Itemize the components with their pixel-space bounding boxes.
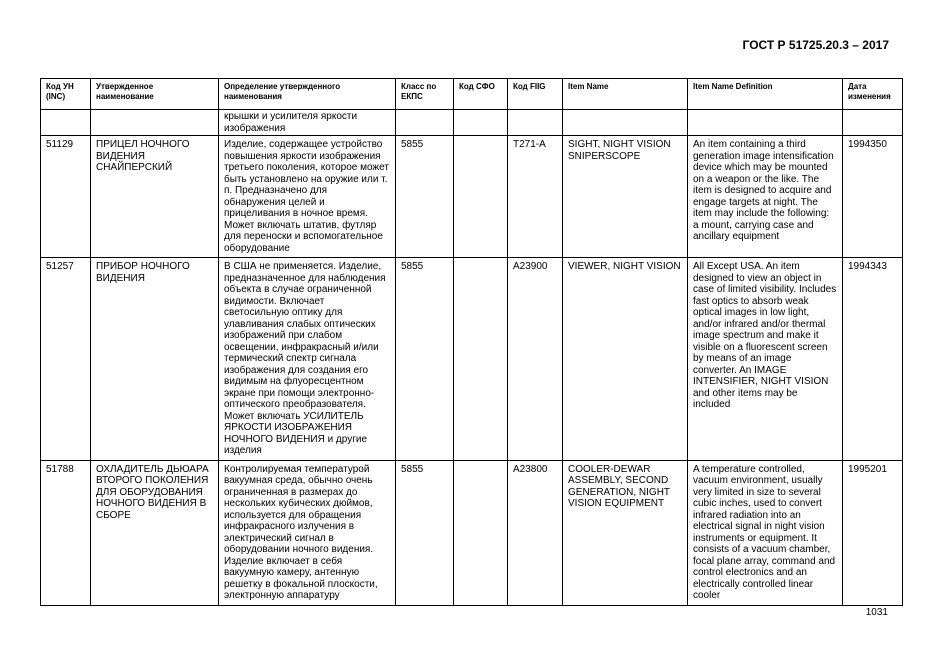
cell-definition: В США не применяется. Изделие, предназначенное для наблюдения объекта в случае ограниченной видимости. Включает светосильную оптику для улавливания слабых оптических изображений при слабом освещении, инфракрасный и/или термический спектр сигнала изображения для создания его видимым на флуоресцентном экране при помощи электронно-оптического преобразователя. Может включать УСИЛИТЕЛЬ ЯРКОСТИ ИЗОБРАЖЕНИЯ НОЧНОГО ВИДЕНИЯ и другие изделия <box>219 258 396 461</box>
cell-date: 1995201 <box>843 460 903 605</box>
table-row <box>41 136 903 258</box>
cell-inc: 51788 <box>41 460 91 605</box>
cell-date: 1994343 <box>843 258 903 461</box>
column-header-date: Дата изменения <box>843 79 903 110</box>
continuation-row <box>41 110 903 136</box>
column-header-definition: Определение утвержденного наименования <box>219 79 396 110</box>
nomenclature-table <box>40 78 903 606</box>
cell-approved-name: ПРИБОР НОЧНОГО ВИДЕНИЯ <box>91 258 219 461</box>
cell-ekps-class: 5855 <box>396 136 454 258</box>
column-header-ekps-class: Класс по ЕКПС <box>396 79 454 110</box>
cell-sfo-code <box>454 460 508 605</box>
cell-approved-name: ПРИЦЕЛ НОЧНОГО ВИДЕНИЯ СНАЙПЕРСКИЙ <box>91 136 219 258</box>
column-header-item-definition: Item Name Definition <box>688 79 843 110</box>
column-header-fiig-code: Код FIIG <box>508 79 563 110</box>
column-header-approved-name: Утвержденное наименование <box>91 79 219 110</box>
cell-inc: 51257 <box>41 258 91 461</box>
cell-fiig-code: A23800 <box>508 460 563 605</box>
continuation-text: крышки и усилителя яркости изображения <box>219 110 396 136</box>
cell-item-definition: An item containing a third generation image intensification device which may be mounted on a weapon or the like. The item is designed to acquire and engage targets at night. The item may include the following: a mount, carrying case and ancillary equipment <box>688 136 843 258</box>
cell-fiig-code: T271-A <box>508 136 563 258</box>
cell-sfo-code <box>454 136 508 258</box>
column-header-sfo-code: Код СФО <box>454 79 508 110</box>
cell-approved-name: ОХЛАДИТЕЛЬ ДЬЮАРА ВТОРОГО ПОКОЛЕНИЯ ДЛЯ ОБОРУДОВАНИЯ НОЧНОГО ВИДЕНИЯ В СБОРЕ <box>91 460 219 605</box>
cell-ekps-class: 5855 <box>396 460 454 605</box>
cell-ekps-class: 5855 <box>396 258 454 461</box>
cell-fiig-code: A23900 <box>508 258 563 461</box>
cell-item-name: VIEWER, NIGHT VISION <box>563 258 688 461</box>
column-header-item-name: Item Name <box>563 79 688 110</box>
cell-date: 1994350 <box>843 136 903 258</box>
cell-item-definition: All Except USA. An item designed to view an object in case of limited visibility. Includes fast optics to absorb weak optical images in low light, and/or infrared and/or thermal image spectrum and make it visible on a fluorescent screen by means of an image converter. An IMAGE INTENSIFIER, NIGHT VISION and other items may be included <box>688 258 843 461</box>
cell-sfo-code <box>454 258 508 461</box>
cell-definition: Изделие, содержащее устройство повышения яркости изображения третьего поколения, которое может быть установлено на оружие или т. п. Предназначено для обнаружения целей и прицеливания в ночное время. Может включать штатив, футляр для переноски и вспомогательное оборудование <box>219 136 396 258</box>
cell-item-name: COOLER-DEWAR ASSEMBLY, SECOND GENERATION, NIGHT VISION EQUIPMENT <box>563 460 688 605</box>
column-header-inc: Код УН (INC) <box>41 79 91 110</box>
cell-inc: 51129 <box>41 136 91 258</box>
cell-item-definition: A temperature controlled, vacuum environment, usually very limited in size to several cubic inches, used to convert infrared radiation into an electrical signal in night vision instruments or equipment. It consists of a vacuum chamber, focal plane array, command and control electronics and an electrically controlled linear cooler <box>688 460 843 605</box>
header-row <box>41 79 903 110</box>
cell-item-name: SIGHT, NIGHT VISION SNIPERSCOPE <box>563 136 688 258</box>
page-header: ГОСТ Р 51725.20.3 – 2017 <box>742 38 889 52</box>
table-row <box>41 258 903 461</box>
table-row <box>41 460 903 605</box>
page-number: 1031 <box>865 607 888 618</box>
cell-definition: Контролируемая температурой вакуумная среда, обычно очень ограниченная в размерах до нескольких кубических дюймов, используется для обращения инфракрасного излучения в электрический сигнал в оборудовании ночного видения. Изделие включает в себя вакуумную камеру, антенную решетку в фокальной плоскости, электронную аппаратуру <box>219 460 396 605</box>
